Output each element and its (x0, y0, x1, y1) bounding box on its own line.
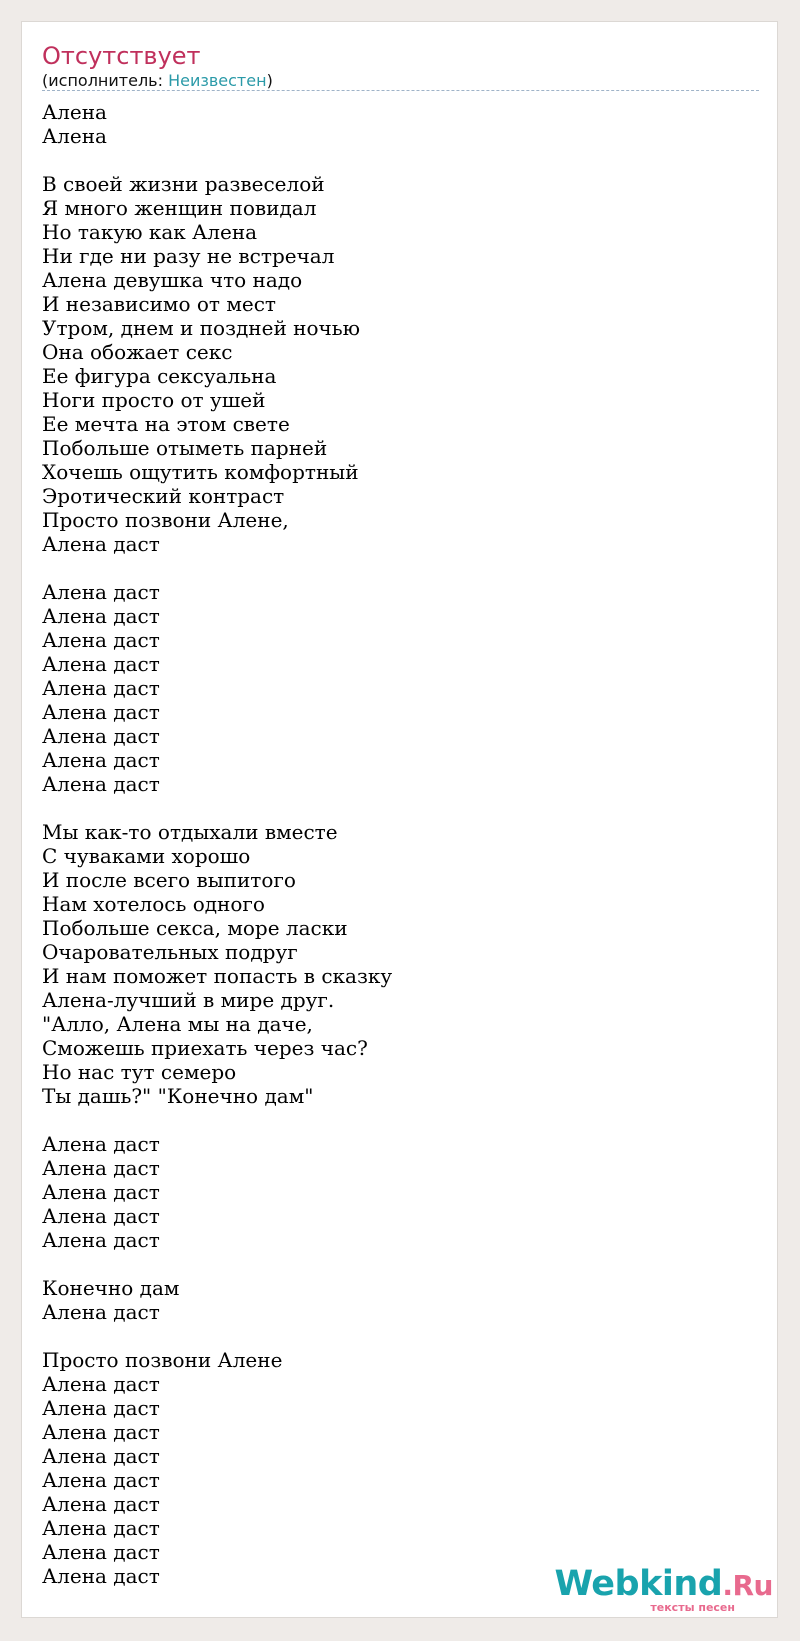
lyric-line: Алена даст (42, 604, 160, 628)
lyric-blank-line (42, 796, 392, 820)
lyric-line: Просто позвони Алене, (42, 508, 289, 532)
lyric-line: Алена даст (42, 700, 160, 724)
lyric-line: "Алло, Алена мы на даче, (42, 1012, 313, 1036)
lyric-line: Нам хотелось одного (42, 892, 265, 916)
artist-line (42, 70, 273, 92)
lyric-line: Но нас тут семеро (42, 1060, 237, 1084)
lyric-line: Алена даст (42, 1492, 160, 1516)
artist-suffix: ) (266, 71, 273, 90)
lyric-line: В своей жизни развеселой (42, 172, 325, 196)
lyrics-text (42, 100, 392, 1588)
lyric-line: Алена даст (42, 1444, 160, 1468)
lyric-line: Ее фигура сексуальна (42, 364, 277, 388)
lyric-line: Алена даст (42, 1132, 160, 1156)
song-title: Отсутствует (42, 42, 201, 70)
lyrics-card (21, 21, 778, 1618)
lyric-line: Алена (42, 124, 107, 148)
lyric-line: Побольше секса, море ласки (42, 916, 348, 940)
logo-tagline: тексты песен (650, 1601, 735, 1614)
lyric-line: Очаровательных подруг (42, 940, 298, 964)
lyric-line: Алена даст (42, 772, 160, 796)
lyric-line: Алена даст (42, 652, 160, 676)
lyric-blank-line (42, 148, 392, 172)
lyric-line: С чуваками хорошо (42, 844, 251, 868)
lyric-blank-line (42, 556, 392, 580)
lyric-line: Алена даст (42, 532, 160, 556)
lyric-line: Алена даст (42, 1156, 160, 1180)
lyric-line: Алена даст (42, 748, 160, 772)
lyric-line: Побольше отыметь парней (42, 436, 328, 460)
lyric-line: Сможешь приехать через час? (42, 1036, 368, 1060)
site-logo[interactable] (554, 1564, 773, 1614)
lyric-line: Алена даст (42, 1420, 160, 1444)
lyric-blank-line (42, 1324, 392, 1348)
lyric-line: Алена даст (42, 628, 160, 652)
lyric-line: Но такую как Алена (42, 220, 258, 244)
lyric-line: Ее мечта на этом свете (42, 412, 290, 436)
lyric-line: Алена даст (42, 1468, 160, 1492)
lyric-line: Она обожает секс (42, 340, 233, 364)
lyric-line: Алена девушка что надо (42, 268, 303, 292)
lyric-line: Мы как-то отдыхали вместе (42, 820, 338, 844)
lyric-line: Алена даст (42, 1204, 160, 1228)
lyric-line: Алена даст (42, 676, 160, 700)
lyric-line: Конечно дам (42, 1276, 180, 1300)
lyric-line: Просто позвони Алене (42, 1348, 283, 1372)
lyric-line: И после всего выпитого (42, 868, 296, 892)
lyric-line: Алена даст (42, 1228, 160, 1252)
lyric-line: И независимо от мест (42, 292, 276, 316)
lyric-line: Ты дашь?" "Конечно дам" (42, 1084, 314, 1108)
lyric-line: Я много женщин повидал (42, 196, 317, 220)
lyric-line: Ноги просто от ушей (42, 388, 266, 412)
logo-brand: Webkind (554, 1564, 723, 1604)
lyric-line: И нам поможет попасть в сказку (42, 964, 393, 988)
lyric-line: Утром, днем и поздней ночью (42, 316, 361, 340)
lyric-line: Ни где ни разу не встречал (42, 244, 335, 268)
lyric-line: Алена даст (42, 1564, 160, 1588)
title-divider (42, 90, 759, 91)
artist-link[interactable]: Неизвестен (168, 71, 267, 90)
lyric-blank-line (42, 1252, 392, 1276)
lyric-line: Алена даст (42, 1540, 160, 1564)
lyric-blank-line (42, 1108, 392, 1132)
lyric-line: Алена даст (42, 580, 160, 604)
lyric-line: Алена даст (42, 724, 160, 748)
lyric-line: Алена даст (42, 1396, 160, 1420)
lyric-line: Алена даст (42, 1180, 160, 1204)
lyric-line: Хочешь ощутить комфортный (42, 460, 359, 484)
lyric-line: Алена (42, 100, 107, 124)
lyric-line: Алена-лучший в мире друг. (42, 988, 335, 1012)
lyric-line: Алена даст (42, 1372, 160, 1396)
logo-tld: .Ru (722, 1569, 773, 1602)
artist-prefix: (исполнитель: (42, 71, 169, 90)
lyric-line: Эротический контраст (42, 484, 285, 508)
lyric-line: Алена даст (42, 1516, 160, 1540)
lyric-line: Алена даст (42, 1300, 160, 1324)
